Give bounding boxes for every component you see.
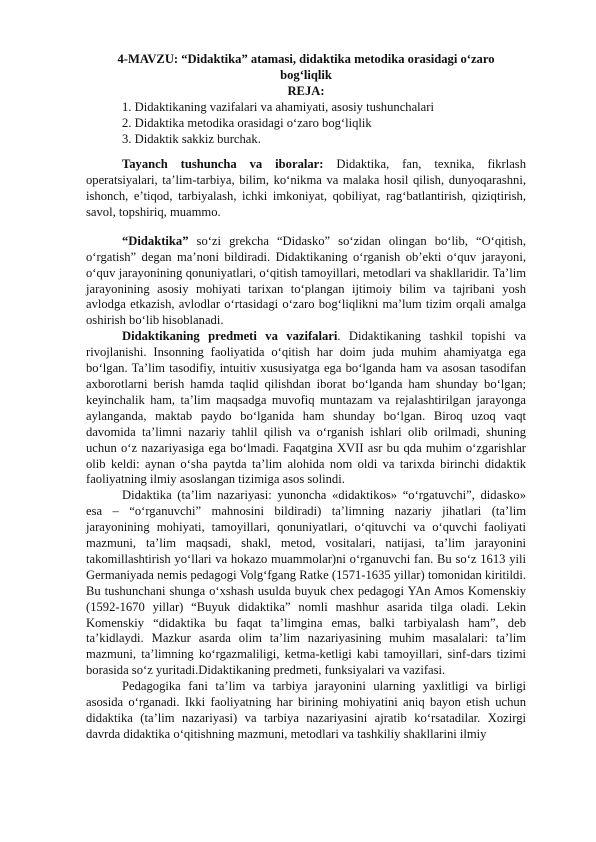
- subject-paragraph: [86, 329, 526, 488]
- keywords-lead: Tayanch tushuncha va iboralar:: [122, 157, 324, 172]
- theory-paragraph: Didaktika (ta’lim nazariyasi: yunoncha «didaktikos» “o‘rgatuvchi”, didasko» esa – “o‘rganuvchi” mahnosini bildiradi) ta’limning nazariy jihatlari (ta’lim jarayonining mohiyati, tamoyillari, qonuniyatlari, o‘qituvchi va o‘quvchi faoliyati mazmuni, ta’lim maqsadi, shakl, metod, vositalari, natijasi, ta’lim jarayonini takomillashtirish yo‘llari va hokazo muammolar)ni o‘rganuvchi fan. Bu so‘z 1613 yili Germaniyada nemis pedagogi Volg‘fgang Ratke (1571-1635 yillar) tomonidan kiritildi. Bu tushunchani shunga o‘xshash usulda buyuk chex pedagogi YAn Amos Komenskiy (1592-1670 yillar) “Buyuk didaktika” nomli mashhur asarida tilga oladi. Lekin Komenskiy “didaktika bu faqat ta’limgina emas, balki tarbiyalash ham”, deb ta’kidlaydi. Mazkur asarda olim ta’lim nazariyasining muhim masalalari: ta’lim mazmuni, ta’limning ko‘rgazmaliligi, ketma-ketligi kabi tamoyillari, sinf-dars tizimi borasida so‘z yuritadi.Didaktikaning predmeti, funksiyalari va vazifasi.: [86, 488, 526, 678]
- definition-lead: “Didaktika”: [122, 233, 189, 248]
- plan-heading: REJA:: [287, 84, 325, 99]
- plan-item: 1. Didaktikaning vazifalari va ahamiyati, asosiy tushunchalari: [122, 100, 434, 115]
- keywords-paragraph: [86, 157, 526, 221]
- definition-text: so‘zi grekcha “Didasko” so‘zidan olingan bo‘lib, “O‘qitish, o‘rgatish” degan ma’noni bildiradi. Didaktikaning o‘rganish ob’ekti o‘quv jarayoni, o‘quv jarayonining qonuniyatlari, o‘qitish tamoyillari, metodlari va shakllaridir. Ta’lim jarayonining asosiy mohiyati tarixan to‘plangan ijtimoiy bilim va tajribani yosh avlodga etkazish, avlodlar o‘rtasidagi o‘zaro bog‘liqlikni ma’lum tizim orqali amalga oshirish bo‘lib hisoblanadi.: [86, 233, 526, 328]
- subject-text: . Didaktikaning tashkil topishi va rivojlanishi. Insonning faoliyatida o‘qitish har doim juda muhim ahamiyatga ega bo‘lgan. Ta’lim tasodifiy, intuitiv xususiyatga ega bo‘lganda ham va asosan tasodifan axborotlarni berish hamda taqlid qilishdan iborat bo‘lganda ham shunday bo‘lgan; keyinchalik ham, ta’lim maqsadga muvofiq muntazam va rejalashtirilgan jarayonga aylanganda, maktab paydo bo‘lganida ham shunday bo‘lgan. Biroq uzoq vaqt davomida ta’limni nazariy tahlil qilish va o‘rganish ishlari olib orilmadi, shuning uchun o‘z nazariyasiga ega bo‘lmadi. Faqatgina XVII asr bu qda muhim o‘zgarishlar olib keldi: aynan o‘sha paytda ta’lim alohida nom oldi va tarixda birinchi didaktik faoliyatning ilmiy asoslangan tizimiga asos solindi.: [86, 329, 526, 487]
- plan-item: 3. Didaktik sakkiz burchak.: [122, 132, 261, 147]
- subject-lead: Didaktikaning predmeti va vazifalari: [122, 329, 338, 344]
- plan-list: [86, 99, 526, 147]
- definition-paragraph: [86, 234, 526, 329]
- document-title: 4-MAVZU: “Didaktika” atamasi, didaktika metodika orasidagi o‘zaro bog‘liqlik: [117, 52, 495, 82]
- keywords-text: Didaktika, fan, texnika, fikrlash operatsiyalari, ta’lim-tarbiya, bilim, ko‘nikma va malaka hosil qilish, dunyoqarashni, ishonch, e’tiqod, tarbiyalash, ichki imkoniyat, qobiliyat, rag‘batlantirish, qiziqtirish, savol, topshiriq, muammo.: [86, 157, 526, 219]
- pedagogy-paragraph: Pedagogika fani ta’lim va tarbiya jarayonini ularning yaxlitligi va birligi asosida o‘rganadi. Ikki faoliyatning har birining mohiyatini aniq bayon etish uchun didaktika (ta’lim nazariyasi) va tarbiya nazariyasini ajratib ko‘rsatadilar. Xozirgi davrda didaktika o‘qitishning mazmuni, metodlari va tashkiliy shakllarini ilmiy: [86, 679, 526, 741]
- document-page: [86, 52, 526, 743]
- plan-item: 2. Didaktika metodika orasidagi o‘zaro bog‘liqlik: [122, 116, 372, 131]
